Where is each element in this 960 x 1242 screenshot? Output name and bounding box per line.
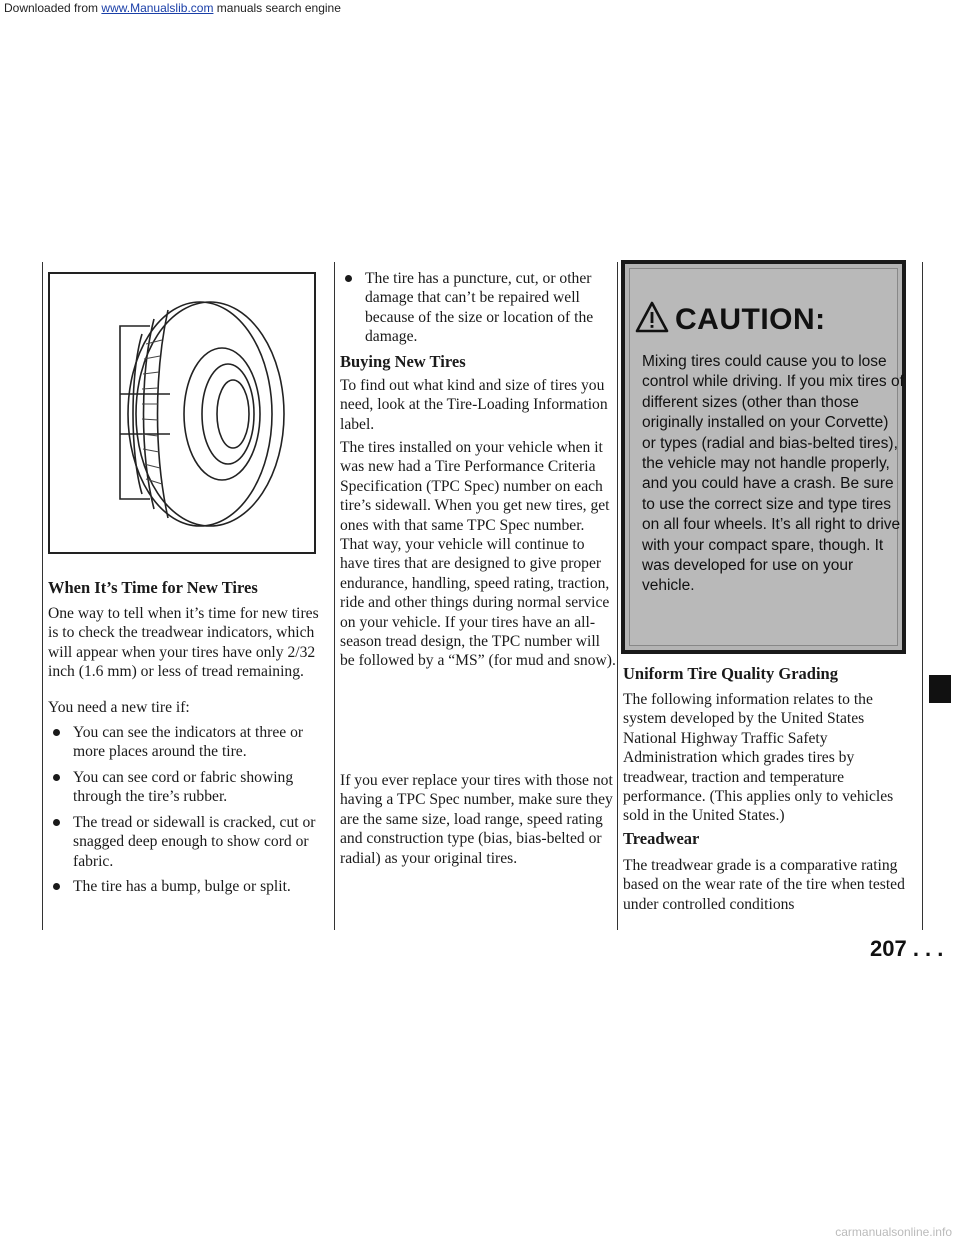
download-banner [0,0,960,18]
list-item: You can see cord or fabric showing through the tire’s rubber. [48,768,320,807]
bullet-dot-icon [53,729,60,736]
right-edge-rule [922,262,923,930]
tire-tread-indicator-illustration [50,274,314,552]
bullet-dot-icon [53,774,60,781]
paragraph-replacement: If you ever replace your tires with those not having a TPC Spec number, make sure they are the same size, load range, speed rating and construction type (bias, bias-belted or radial) as your original tires. [340,772,613,867]
section-heading-buying-tires: Buying New Tires [340,352,466,371]
bullet-dot-icon [53,819,60,826]
list-item: The tread or sidewall is cracked, cut or snagged deep enough to show cord or fabric. [48,813,320,871]
caution-text: Mixing tires could cause you to lose control while driving. If you mix tires of different sizes (other than those originally installed on your Corvette) or types (radial and bias-belted tires), the vehicle may not handle properly, and you could have a crash. Be sure to use the correct size and type tires on all four wheels. It’s all right to drive with your compact spare, though. It was developed for use on your vehicle. [642,353,904,595]
footer-watermark: carmanualsonline.info [835,1225,952,1239]
manualslib-link[interactable]: www.Manualslib.com [101,1,214,15]
section-heading-treadwear: Treadwear [623,829,700,848]
section-heading-quality-grading: Uniform Tire Quality Grading [623,664,838,683]
paragraph-tpc-spec: The tires installed on your vehicle when it was new had a Tire Performance Criteria Specification (TPC Spec) number on each tire’s sidewall. When you get new tires, get ones with that same TPC Spec number. That way, your vehicle will continue to have tires that are designed to give proper endurance, handling, speed rating, traction, ride and other things during normal service on your vehicle. If your tires have an all-season tread design, the TPC number will be followed by a “MS” (for mud and snow). [340,439,616,670]
section-thumb-tab [929,675,951,703]
right-divider-rule [617,262,618,930]
list-item: The tire has a bump, bulge or split. [48,877,320,896]
list-item: You can see the indicators at three or more places around the tire. [48,723,320,762]
caution-heading [635,298,826,342]
caution-box [621,260,906,654]
page-number: 207 . . . [870,936,944,961]
need-line: You need a new tire if: [48,699,190,716]
paragraph-treadwear: The treadwear grade is a comparative rating based on the wear rate of the tire when tested under controlled conditions [623,857,905,913]
banner-suffix: manuals search engine [216,1,341,15]
tire-figure [48,272,316,554]
intro-paragraph: One way to tell when it’s time for new tires is to check the treadwear indicators, which will appear when your tires have only 2/32 inch (1.6 mm) or less of tread remaining. [48,605,319,681]
left-column-rule [42,262,43,930]
bullet-dot-icon [345,275,352,282]
caution-title: CAUTION: [675,303,826,336]
banner-prefix: Downloaded from [4,1,99,15]
paragraph-tire-loading: To find out what kind and size of tires you need, look at the Tire-Loading Information label. [340,377,608,433]
middle-column-rule [334,262,335,930]
list-item: The tire has a puncture, cut, or other damage that can’t be repaired well because of the size or location of the damage. [340,269,616,347]
section-heading-new-tires: When It’s Time for New Tires [48,578,258,597]
bullet-dot-icon [53,883,60,890]
warning-triangle-icon [635,300,669,334]
paragraph-grading-system: The following information relates to the system developed by the United States National Highway Traffic Safety Administration which grades tires by treadwear, traction and temperature performance. (This applies only to vehicles sold in the United States.) [623,691,894,825]
